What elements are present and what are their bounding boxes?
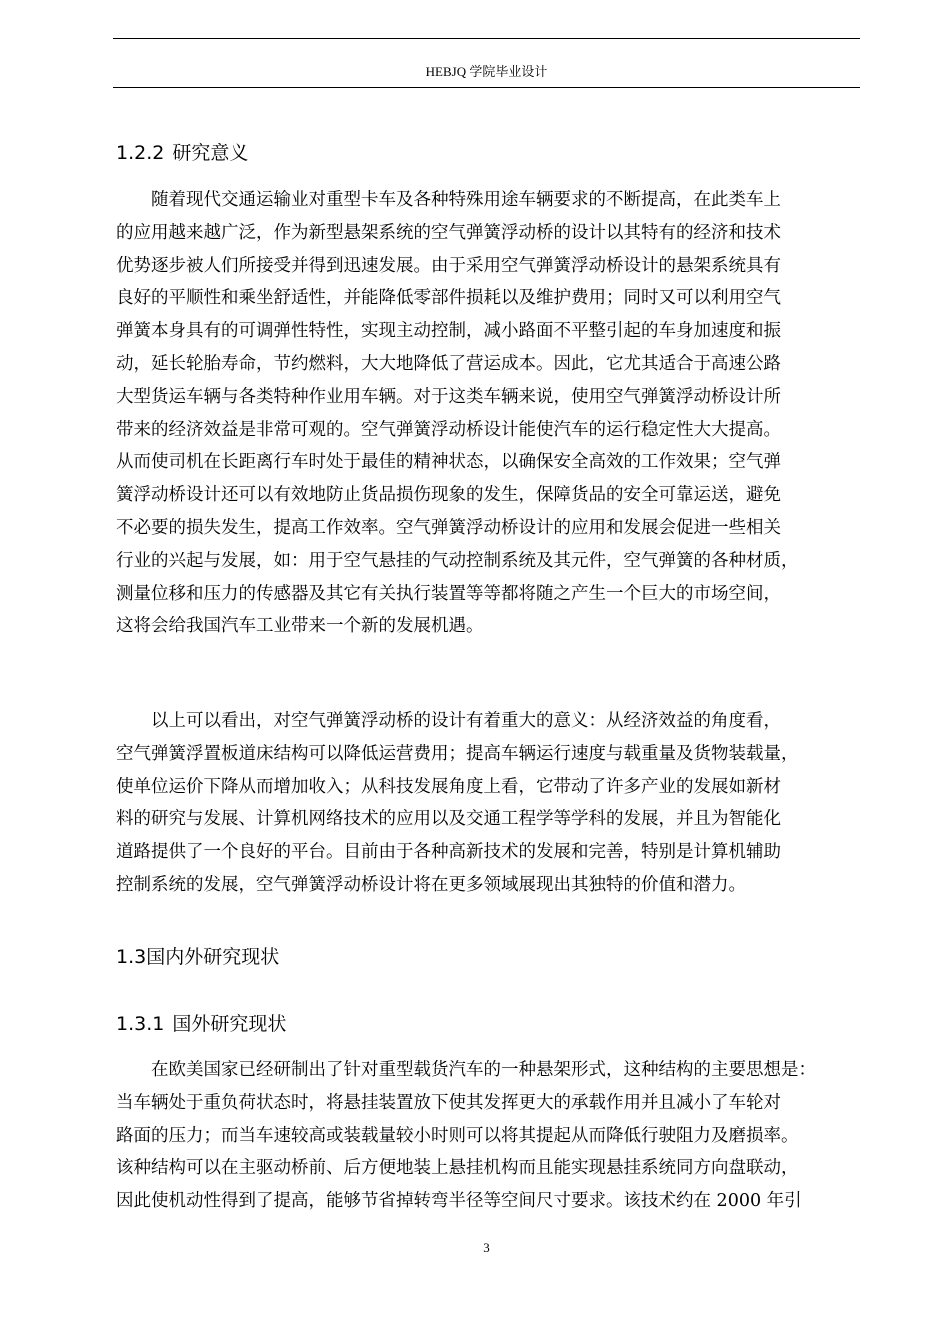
text-line: 在欧美国家已经研制出了针对重型载货汽车的一种悬架形式，这种结构的主要思想是：	[116, 1060, 816, 1080]
text-line: 大型货运车辆与各类特种作业用车辆。对于这类车辆来说，使用空气弹簧浮动桥设计所	[116, 386, 781, 407]
text-line: 随着现代交通运输业对重型卡车及各种特殊用途车辆要求的不断提高，在此类车上	[116, 190, 781, 210]
paragraph-significance-2	[116, 705, 856, 902]
running-header: HEBJQ 学院毕业设计	[425, 64, 548, 79]
section-number: 1.3	[116, 946, 147, 968]
text-line: 从而使司机在长距离行车时处于最佳的精神状态，以确保安全高效的工作效果；空气弹	[116, 452, 781, 473]
text-line: 空气弹簧浮置板道床结构可以降低运营费用；提高车辆运行速度与载重量及货物装载量，	[116, 743, 799, 764]
text-line: 优势逐步被人们所接受并得到迅速发展。由于采用空气弹簧浮动桥设计的悬架系统具有	[116, 255, 781, 276]
text-line: 簧浮动桥设计还可以有效地防止货品损伤现象的发生，保障货品的安全可靠运送，避免	[116, 485, 781, 506]
text-line: 不必要的损失发生，提高工作效率。空气弹簧浮动桥设计的应用和发展会促进一些相关	[116, 517, 781, 538]
section-number: 1.2.2	[116, 142, 165, 164]
text-line: 控制系统的发展，空气弹簧浮动桥设计将在更多领域展现出其独特的价值和潜力。	[116, 874, 746, 895]
section-title: 研究意义	[172, 142, 249, 164]
section-heading-1-3-1	[116, 1012, 286, 1036]
section-title: 国外研究现状	[172, 1013, 287, 1035]
text-line: 该种结构可以在主驱动桥前、后方便地装上悬挂机构而且能实现悬挂系统同方向盘联动，	[116, 1158, 799, 1179]
section-heading-1-2-2	[116, 141, 248, 165]
text-line: 弹簧本身具有的可调弹性特性，实现主动控制，减小路面不平整引起的车身加速度和振	[116, 321, 781, 342]
text-line: 良好的平顺性和乘坐舒适性，并能降低零部件损耗以及维护费用；同时又可以利用空气	[116, 288, 781, 309]
text-line: 的应用越来越广泛，作为新型悬架系统的空气弹簧浮动桥的设计以其特有的经济和技术	[116, 222, 781, 243]
section-number: 1.3.1	[116, 1013, 165, 1035]
text-line: 动，延长轮胎寿命，节约燃料，大大地降低了营运成本。因此，它尤其适合于高速公路	[116, 353, 781, 374]
paragraph-significance-1	[116, 184, 856, 643]
text-line: 当车辆处于重负荷状态时，将悬挂装置放下使其发挥更大的承载作用并且减小了车轮对	[116, 1092, 781, 1113]
text-line: 以上可以看出，对空气弹簧浮动桥的设计有着重大的意义：从经济效益的角度看，	[116, 711, 781, 731]
header-top-rule	[113, 38, 860, 39]
text-line: 测量位移和压力的传感器及其它有关执行装置等等都将随之产生一个巨大的市场空间，	[116, 583, 781, 604]
header-bottom-rule	[113, 87, 860, 88]
page-number: 3	[483, 1240, 490, 1255]
text-line: 这将会给我国汽车工业带来一个新的发展机遇。	[116, 616, 484, 637]
text-line: 料的研究与发展、计算机网络技术的应用以及交通工程学等学科的发展，并且为智能化	[116, 809, 781, 830]
text-line: 带来的经济效益是非常可观的。空气弹簧浮动桥设计能使汽车的运行稳定性大大提高。	[116, 419, 781, 440]
text-line: 路面的压力；而当车速较高或装载量较小时则可以将其提起从而降低行驶阻力及磨损率。	[116, 1125, 799, 1146]
text-line: 道路提供了一个良好的平台。目前由于各种高新技术的发展和完善，特别是计算机辅助	[116, 842, 781, 863]
text-line: 行业的兴起与发展，如：用于空气悬挂的气动控制系统及其元件，空气弹簧的各种材质，	[116, 550, 799, 571]
paragraph-foreign-research	[116, 1054, 856, 1218]
text-line: 因此使机动性得到了提高，能够节省掉转弯半径等空间尺寸要求。该技术约在 2000 年引	[116, 1191, 802, 1212]
section-heading-1-3	[116, 945, 279, 969]
section-title: 国内外研究现状	[146, 946, 280, 968]
text-line: 使单位运价下降从而增加收入；从科技发展角度上看，它带动了许多产业的发展如新材	[116, 776, 781, 797]
